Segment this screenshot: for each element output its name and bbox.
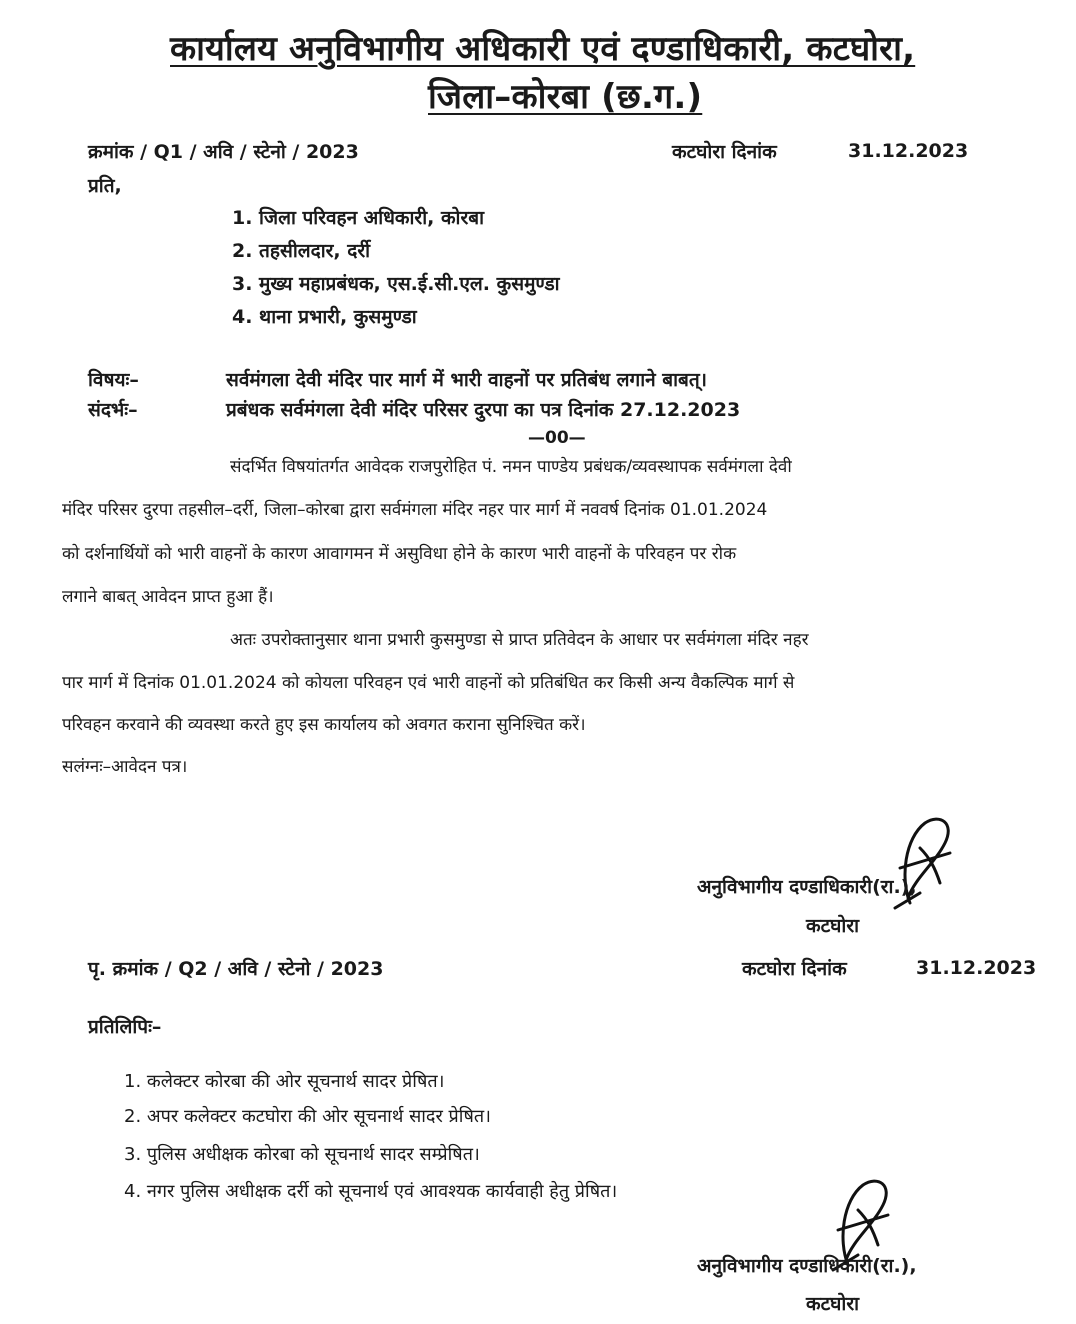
separator: —00— — [528, 428, 586, 448]
place-date-label-2: कटघोरा दिनांक — [742, 958, 847, 980]
signatory-title-2: अनुविभागीय दण्डाधिकारी(रा.), — [697, 1255, 917, 1277]
signatory-place-2: कटघोरा — [806, 1293, 860, 1315]
copy-label: प्रतिलिपिः– — [88, 1016, 162, 1038]
paragraph-line: अतः उपरोक्तानुसार थाना प्रभारी कुसमुण्डा से प्राप्त प्रतिवेदन के आधार पर सर्वमंगला मंदिर नहर — [230, 630, 809, 650]
copy-item: 4. नगर पुलिस अधीक्षक दर्री को सूचनार्थ एवं आवश्यक कार्यवाही हेतु प्रेषित। — [124, 1181, 618, 1202]
signature-1 — [880, 808, 970, 918]
copy-item: 3. पुलिस अधीक्षक कोरबा को सूचनार्थ सादर सम्प्रेषित। — [124, 1144, 480, 1165]
to-label: प्रति, — [88, 175, 122, 197]
recipient-item: 2. तहसीलदार, दर्री — [232, 240, 371, 262]
place-date-label: कटघोरा दिनांक — [672, 141, 777, 163]
paragraph-line: संदर्भित विषयांतर्गत आवेदक राजपुरोहित पं. नमन पाण्डेय प्रबंधक/व्यवस्थापक सर्वमंगला देवी — [230, 457, 792, 477]
paragraph-line: परिवहन करवाने की व्यवस्था करते हुए इस कार्यालय को अवगत कराना सुनिश्चित करें। — [62, 715, 586, 735]
recipient-item: 1. जिला परिवहन अधिकारी, कोरबा — [232, 207, 485, 229]
order-number: क्रमांक / Q1 / अवि / स्टेनो / 2023 — [88, 141, 359, 163]
copy-item: 2. अपर कलेक्टर कटघोरा की ओर सूचनार्थ सादर प्रेषित। — [124, 1106, 491, 1127]
paragraph-line: पार मार्ग में दिनांक 01.01.2024 को कोयला परिवहन एवं भारी वाहनों को प्रतिबंधित कर किसी अन्य वैकल्पिक मार्ग से — [62, 673, 795, 693]
recipient-item: 4. थाना प्रभारी, कुसमुण्डा — [232, 306, 417, 328]
signatory-place: कटघोरा — [806, 915, 860, 937]
subject-text: सर्वमंगला देवी मंदिर पार मार्ग में भारी वाहनों पर प्रतिबंध लगाने बाबत्। — [226, 369, 707, 391]
paragraph-line: को दर्शनार्थियों को भारी वाहनों के कारण आवागमन में असुविधा होने के कारण भारी वाहनों के परिवहन पर रोक — [62, 544, 737, 564]
reference-label: संदर्भः– — [88, 399, 138, 421]
paragraph-line: मंदिर परिसर दुरपा तहसील–दर्री, जिला–कोरबा द्वारा सर्वमंगला मंदिर नहर पार मार्ग में नववर्ष दिनांक 01.01.2024 — [62, 500, 768, 520]
reference-text: प्रबंधक सर्वमंगला देवी मंदिर परिसर दुरपा का पत्र दिनांक 27.12.2023 — [226, 399, 741, 421]
office-district: जिला–कोरबा (छ.ग.) — [428, 77, 703, 117]
enclosure: सलंग्नः–आवेदन पत्र। — [62, 757, 188, 777]
copy-item: 1. कलेक्टर कोरबा की ओर सूचनार्थ सादर प्रेषित। — [124, 1071, 445, 1092]
order-date: 31.12.2023 — [848, 140, 969, 162]
subject-label: विषयः– — [88, 369, 139, 391]
office-title: कार्यालय अनुविभागीय अधिकारी एवं दण्डाधिकारी, कटघोरा, — [170, 29, 916, 69]
recipient-item: 3. मुख्य महाप्रबंधक, एस.ई.सी.एल. कुसमुण्डा — [232, 273, 560, 295]
endorsement-date: 31.12.2023 — [916, 957, 1037, 979]
signatory-title: अनुविभागीय दण्डाधिकारी(रा.), — [697, 876, 917, 898]
endorsement-number: पृ. क्रमांक / Q2 / अवि / स्टेनो / 2023 — [88, 958, 384, 980]
paragraph-line: लगाने बाबत् आवेदन प्राप्त हुआ हैं। — [62, 587, 274, 607]
